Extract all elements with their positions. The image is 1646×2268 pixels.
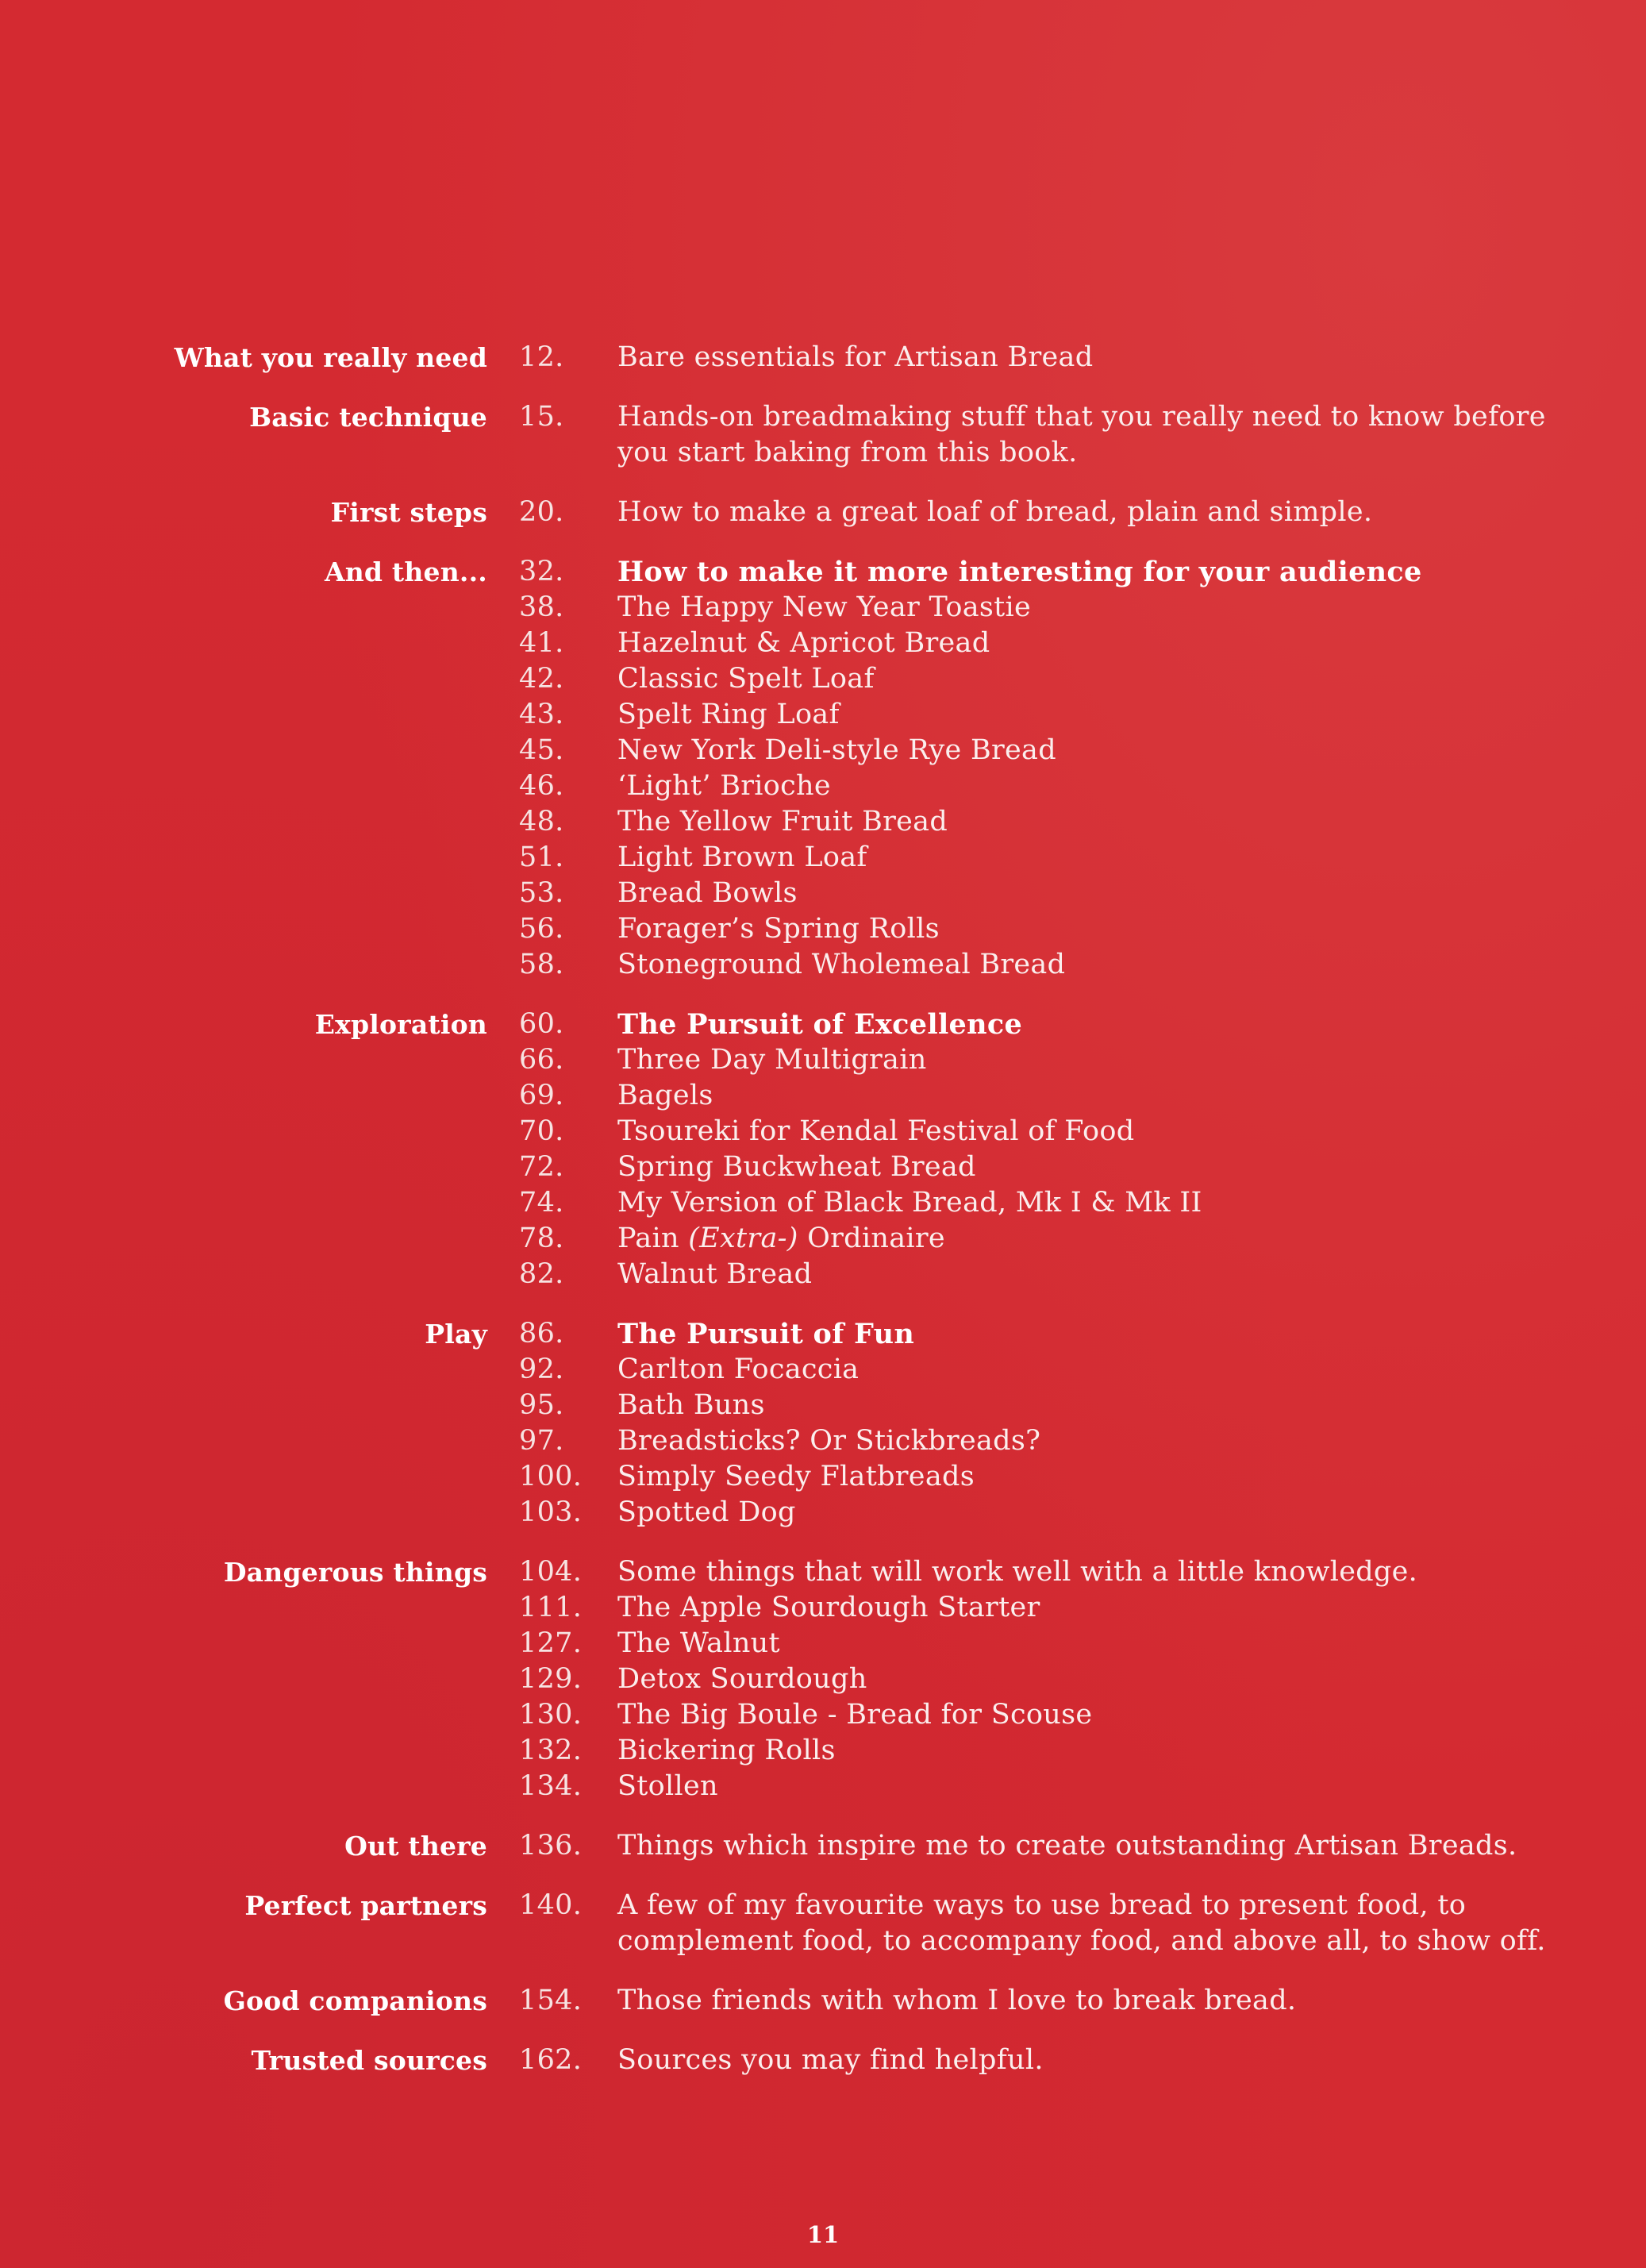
toc-entry bbox=[519, 1114, 1598, 1149]
toc-entry bbox=[519, 554, 1598, 590]
entry-page-number: 41. bbox=[519, 627, 564, 659]
entry-text: Carlton Focaccia bbox=[617, 1353, 860, 1385]
entry-page-number: 72. bbox=[519, 1151, 564, 1183]
entry-text: Hands-on breadmaking stuff that you really need to know before you start baking from this book. bbox=[617, 401, 1546, 468]
page-number: 11 bbox=[806, 2221, 840, 2248]
toc-section bbox=[0, 2043, 1646, 2078]
entry-page-number: 60. bbox=[519, 1008, 564, 1040]
toc-entry bbox=[519, 1983, 1598, 2019]
section-entries bbox=[519, 1888, 1598, 1959]
entry-text-part: Ordinaire bbox=[798, 1223, 945, 1254]
toc-section bbox=[0, 495, 1646, 530]
toc-entry bbox=[519, 1149, 1598, 1185]
toc-entry bbox=[519, 804, 1598, 840]
toc-entry bbox=[519, 1221, 1598, 1257]
toc-entry bbox=[519, 1352, 1598, 1388]
section-title: Play bbox=[425, 1319, 487, 1350]
toc-entry bbox=[519, 1769, 1598, 1804]
toc-section bbox=[0, 1828, 1646, 1864]
entry-page-number: 12. bbox=[519, 341, 564, 373]
toc-entry bbox=[519, 947, 1598, 983]
entry-page-number: 70. bbox=[519, 1115, 564, 1147]
entry-text: Bagels bbox=[617, 1080, 713, 1111]
entry-text: Walnut Bread bbox=[617, 1258, 813, 1290]
entry-page-number: 45. bbox=[519, 734, 564, 766]
entry-page-number: 38. bbox=[519, 591, 564, 623]
entry-text: The Yellow Fruit Bread bbox=[617, 806, 948, 838]
entry-text: The Happy New Year Toastie bbox=[617, 591, 1032, 623]
entry-text: Stollen bbox=[617, 1770, 718, 1802]
section-entries bbox=[519, 2043, 1598, 2078]
toc-section bbox=[0, 1007, 1646, 1292]
entry-text: Spelt Ring Loaf bbox=[617, 699, 840, 730]
toc-entry bbox=[519, 1316, 1598, 1352]
section-title: Trusted sources bbox=[251, 2045, 487, 2076]
entry-text: The Pursuit of Excellence bbox=[617, 1008, 1023, 1041]
section-entries bbox=[519, 1554, 1598, 1804]
toc-section bbox=[0, 1983, 1646, 2019]
entry-text: The Walnut bbox=[617, 1627, 780, 1659]
entry-text: The Big Boule - Bread for Scouse bbox=[617, 1699, 1093, 1731]
entry-text: Three Day Multigrain bbox=[617, 1044, 927, 1076]
section-title: Exploration bbox=[314, 1009, 487, 1040]
section-entries bbox=[519, 1828, 1598, 1864]
toc-entry bbox=[519, 1733, 1598, 1769]
entry-page-number: 129. bbox=[519, 1663, 583, 1695]
toc-entry bbox=[519, 1554, 1598, 1590]
toc-entry bbox=[519, 1459, 1598, 1495]
toc-entry bbox=[519, 1626, 1598, 1662]
toc-entry bbox=[519, 399, 1598, 471]
toc-entry bbox=[519, 1078, 1598, 1114]
entry-page-number: 162. bbox=[519, 2044, 583, 2076]
section-entries bbox=[519, 340, 1598, 375]
toc-entry bbox=[519, 661, 1598, 697]
entry-page-number: 69. bbox=[519, 1080, 564, 1111]
entry-text: New York Deli-style Rye Bread bbox=[617, 734, 1056, 766]
entry-page-number: 53. bbox=[519, 877, 564, 909]
entry-text: Detox Sourdough bbox=[617, 1663, 867, 1695]
entry-page-number: 48. bbox=[519, 806, 564, 838]
entry-page-number: 95. bbox=[519, 1389, 564, 1421]
entry-page-number: 82. bbox=[519, 1258, 564, 1290]
entry-text: Forager’s Spring Rolls bbox=[617, 913, 940, 945]
toc-entry bbox=[519, 1185, 1598, 1221]
entry-text: Sources you may find helpful. bbox=[617, 2044, 1044, 2076]
toc-entry bbox=[519, 911, 1598, 947]
entry-text: Bread Bowls bbox=[617, 877, 798, 909]
toc-entry bbox=[519, 733, 1598, 768]
entry-text: Bickering Rolls bbox=[617, 1735, 836, 1766]
entry-page-number: 43. bbox=[519, 699, 564, 730]
toc-entry bbox=[519, 1388, 1598, 1423]
entry-page-number: 140. bbox=[519, 1889, 583, 1921]
entry-page-number: 74. bbox=[519, 1187, 564, 1219]
toc-entry bbox=[519, 495, 1598, 530]
entry-text: Classic Spelt Loaf bbox=[617, 663, 875, 695]
entry-page-number: 86. bbox=[519, 1318, 564, 1350]
entry-page-number: 78. bbox=[519, 1223, 564, 1254]
entry-text: Simply Seedy Flatbreads bbox=[617, 1461, 975, 1492]
entry-text: Stoneground Wholemeal Bread bbox=[617, 949, 1066, 980]
section-entries bbox=[519, 1316, 1598, 1531]
table-of-contents bbox=[0, 340, 1646, 2102]
toc-section bbox=[0, 1554, 1646, 1804]
entry-page-number: 51. bbox=[519, 841, 564, 873]
section-entries bbox=[519, 1007, 1598, 1292]
entry-text-italic: (Extra-) bbox=[688, 1223, 798, 1254]
entry-text: The Apple Sourdough Starter bbox=[617, 1592, 1040, 1623]
toc-entry bbox=[519, 1590, 1598, 1626]
entry-text: Bare essentials for Artisan Bread bbox=[617, 341, 1094, 373]
entry-text: Spring Buckwheat Bread bbox=[617, 1151, 976, 1183]
toc-entry bbox=[519, 626, 1598, 661]
toc-entry bbox=[519, 1662, 1598, 1697]
section-title: Perfect partners bbox=[244, 1890, 487, 1921]
entry-text: Tsoureki for Kendal Festival of Food bbox=[617, 1115, 1135, 1147]
entry-text: Bath Buns bbox=[617, 1389, 765, 1421]
entry-text: Light Brown Loaf bbox=[617, 841, 867, 873]
toc-section bbox=[0, 340, 1646, 375]
entry-text: Some things that will work well with a little knowledge. bbox=[617, 1556, 1418, 1588]
section-title: Dangerous things bbox=[223, 1557, 487, 1588]
toc-entry bbox=[519, 840, 1598, 876]
section-title: Good companions bbox=[223, 1985, 487, 2016]
section-entries bbox=[519, 1983, 1598, 2019]
entry-page-number: 132. bbox=[519, 1735, 583, 1766]
toc-entry bbox=[519, 768, 1598, 804]
entry-page-number: 100. bbox=[519, 1461, 583, 1492]
entry-page-number: 15. bbox=[519, 401, 564, 433]
entry-page-number: 66. bbox=[519, 1044, 564, 1076]
entry-text: Things which inspire me to create outstanding Artisan Breads. bbox=[617, 1830, 1517, 1862]
section-title: What you really need bbox=[174, 342, 487, 373]
toc-entry bbox=[519, 1888, 1598, 1959]
entry-page-number: 134. bbox=[519, 1770, 583, 1802]
toc-entry bbox=[519, 1042, 1598, 1078]
toc-section bbox=[0, 554, 1646, 983]
entry-text: The Pursuit of Fun bbox=[617, 1318, 915, 1350]
entry-text: Those friends with whom I love to break bread. bbox=[617, 1985, 1297, 2016]
toc-entry bbox=[519, 1828, 1598, 1864]
entry-text: Spotted Dog bbox=[617, 1496, 796, 1528]
entry-page-number: 92. bbox=[519, 1353, 564, 1385]
entry-page-number: 127. bbox=[519, 1627, 583, 1659]
toc-entry bbox=[519, 590, 1598, 626]
toc-entry bbox=[519, 1423, 1598, 1459]
section-entries bbox=[519, 495, 1598, 530]
entry-text bbox=[617, 1221, 1598, 1257]
entry-page-number: 136. bbox=[519, 1830, 583, 1862]
entry-text: How to make it more interesting for your audience bbox=[617, 556, 1422, 588]
entry-text: Breadsticks? Or Stickbreads? bbox=[617, 1425, 1041, 1457]
entry-text: Hazelnut & Apricot Bread bbox=[617, 627, 990, 659]
entry-page-number: 111. bbox=[519, 1592, 583, 1623]
toc-section bbox=[0, 1316, 1646, 1531]
toc-entry bbox=[519, 340, 1598, 375]
section-title: First steps bbox=[330, 497, 487, 528]
toc-entry bbox=[519, 1257, 1598, 1292]
entry-text: A few of my favourite ways to use bread to present food, to complement food, to accompany food, and above all, to show off. bbox=[617, 1889, 1546, 1957]
toc-section bbox=[0, 1888, 1646, 1959]
section-entries bbox=[519, 554, 1598, 983]
toc-entry bbox=[519, 697, 1598, 733]
toc-entry bbox=[519, 2043, 1598, 2078]
entry-page-number: 20. bbox=[519, 496, 564, 528]
entry-page-number: 46. bbox=[519, 770, 564, 802]
entry-text: My Version of Black Bread, Mk I & Mk II bbox=[617, 1187, 1202, 1219]
toc-entry bbox=[519, 1007, 1598, 1042]
entry-page-number: 103. bbox=[519, 1496, 583, 1528]
entry-page-number: 154. bbox=[519, 1985, 583, 2016]
section-title: And then... bbox=[324, 556, 487, 587]
entry-text-part: Pain bbox=[617, 1223, 689, 1254]
entry-page-number: 97. bbox=[519, 1425, 564, 1457]
toc-section bbox=[0, 399, 1646, 471]
toc-entry bbox=[519, 1495, 1598, 1531]
entry-text: How to make a great loaf of bread, plain and simple. bbox=[617, 496, 1373, 528]
entry-page-number: 104. bbox=[519, 1556, 583, 1588]
toc-entry bbox=[519, 876, 1598, 911]
entry-page-number: 130. bbox=[519, 1699, 583, 1731]
section-entries bbox=[519, 399, 1598, 471]
section-title: Out there bbox=[344, 1831, 487, 1862]
entry-page-number: 58. bbox=[519, 949, 564, 980]
entry-page-number: 32. bbox=[519, 556, 564, 587]
section-title: Basic technique bbox=[249, 402, 487, 433]
entry-text: ‘Light’ Brioche bbox=[617, 770, 831, 802]
entry-page-number: 42. bbox=[519, 663, 564, 695]
toc-entry bbox=[519, 1697, 1598, 1733]
entry-page-number: 56. bbox=[519, 913, 564, 945]
